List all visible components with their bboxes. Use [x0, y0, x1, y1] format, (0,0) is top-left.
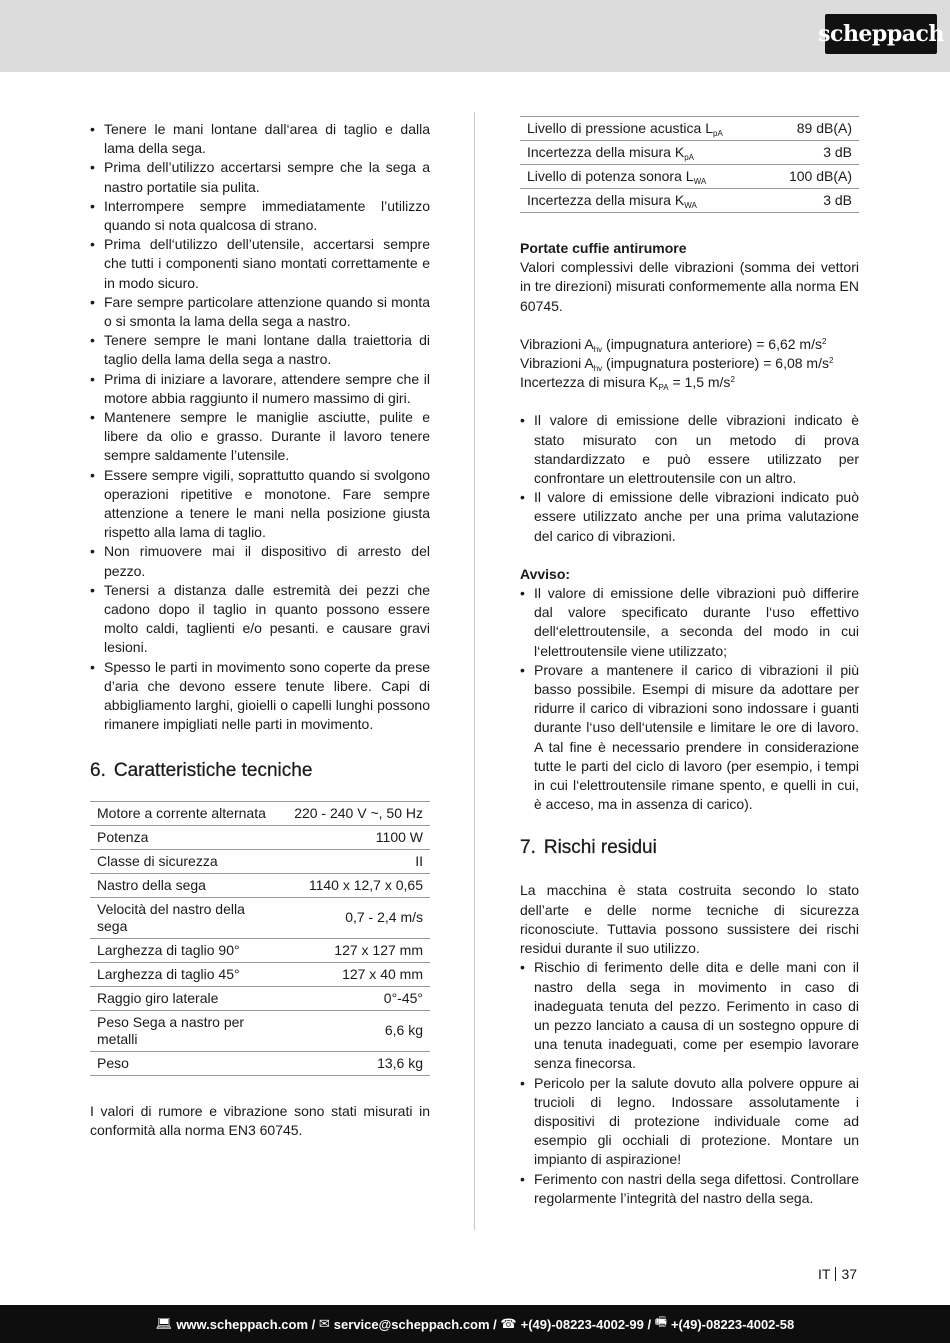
vibration-bullet-list	[520, 411, 859, 545]
vibration-values	[520, 335, 859, 393]
mail-icon: ✉︎	[318, 1316, 330, 1331]
page-number-divider	[835, 1267, 836, 1281]
table-row	[520, 189, 859, 213]
tech-specs-table	[90, 801, 430, 1076]
spec-label: Larghezza di taglio 45°	[90, 962, 274, 986]
noise-value: 3 dB	[768, 141, 859, 165]
section-number: 7.	[520, 837, 536, 859]
list-item: • Prima dell’utilizzo accertarsi sempre che la sega a nastro portatile sia pulita.	[90, 158, 430, 196]
list-item: • Spesso le parti in movimento sono coperte da prese d’aria che devono essere tenute libere. Capi di abbigliamento larghi, gioielli o capelli lunghi possono rimanere impigliati nelle parti in movimento.	[90, 658, 430, 735]
noise-label	[520, 141, 768, 165]
table-row	[90, 986, 430, 1010]
residual-risks-list	[520, 958, 859, 1208]
noise-label-text: Incertezza della misura K	[527, 192, 685, 208]
spec-value: 1100 W	[274, 825, 430, 849]
spec-label: Peso	[90, 1051, 274, 1075]
vibration-line-sup: 2	[828, 356, 834, 366]
list-item: • Ferimento con nastri della sega difettosi. Controllare regolarmente l’integrità del nastro della sega.	[520, 1170, 859, 1208]
noise-label-text: Incertezza della misura K	[527, 144, 685, 160]
phone-icon: ☎︎	[500, 1316, 517, 1331]
noise-label-text: Livello di potenza sonora L	[527, 168, 694, 184]
spec-value: II	[274, 849, 430, 873]
spec-value: 127 x 127 mm	[274, 938, 430, 962]
spec-value: 6,6 kg	[274, 1010, 430, 1051]
fax-icon: 🖷︎	[654, 1314, 667, 1329]
table-row	[520, 141, 859, 165]
noise-values-table	[520, 116, 859, 213]
spec-value: 0,7 - 2,4 m/s	[274, 897, 430, 938]
vibration-line	[520, 354, 859, 373]
spec-label: Peso Sega a nastro per metalli	[90, 1010, 274, 1051]
table-row	[90, 1051, 430, 1075]
list-item: • Provare a mantenere il carico di vibrazioni il più basso possibile. Esempi di misure da adottare per ridurre il carico di vibrazioni sono indossare i guanti durante l‘uso dell‘utensile e limitare le ore di lavoro. A tal fine è necessario prendere in considerazione tutte le parti del ciclo di lavoro (per esempio, i tempi in cui l‘elettroutensile rimane spento, e quelli in cui, è acceso, ma in assenza di carico).	[520, 661, 859, 815]
list-item: • Il valore di emissione delle vibrazioni indicato è stato misurato con un metodo di prova standardizzato e può essere utilizzato per confrontare un elettroutensile con un altro.	[520, 411, 859, 488]
warning-bullet-list	[520, 584, 859, 814]
list-item: • Prima di iniziare a lavorare, attendere sempre che il motore abbia raggiunto il numero massimo di giri.	[90, 370, 430, 408]
footer-phone: +(49)-08223-4002-99 /	[520, 1316, 652, 1332]
table-row	[90, 1010, 430, 1051]
spec-label: Motore a corrente alternata	[90, 801, 274, 825]
spec-label: Larghezza di taglio 90°	[90, 938, 274, 962]
noise-label	[520, 117, 768, 141]
scheppach-logo: scheppach	[825, 14, 937, 54]
spec-label: Velocità del nastro della sega	[90, 897, 274, 938]
table-row	[90, 962, 430, 986]
footer-bar	[0, 1305, 950, 1343]
footer-website: www.scheppach.com /	[176, 1316, 316, 1332]
vibration-line-pre: Vibrazioni A	[520, 335, 594, 352]
list-item: • Tenersi a distanza dalle estremità dei pezzi che cadono dopo il taglio in quanto possono essere molto caldi, taglienti e/o pesanti. e causare gravi lesioni.	[90, 581, 430, 658]
noise-label-sub: WA	[693, 177, 707, 186]
page-number-value: 37	[841, 1266, 858, 1282]
spec-value: 127 x 40 mm	[274, 962, 430, 986]
computer-icon: 💻︎	[155, 1316, 173, 1331]
list-item: • Essere sempre vigili, soprattutto quando si svolgono operazioni ripetitive e monotone. Fare sempre attenzione a tenere le mani nella posizione giusta rispetto alla lama di taglio.	[90, 466, 430, 543]
section-title: Caratteristiche tecniche	[113, 759, 313, 781]
table-row	[520, 165, 859, 189]
vibration-line-sub: PA	[658, 383, 669, 393]
table-row	[90, 897, 430, 938]
spec-label: Raggio giro laterale	[90, 986, 274, 1010]
table-row	[520, 117, 859, 141]
list-item: • Pericolo per la salute dovuto alla polvere oppure ai trucioli di legno. Indossare assolutamente i dispositivi di protezione individuale come ad esempio gli occhiali di protezione. Montare un impianto di aspirazione!	[520, 1074, 859, 1170]
spec-value: 220 - 240 V ~, 50 Hz	[274, 801, 430, 825]
section-number: 6.	[90, 759, 106, 781]
noise-label-sub: pA	[713, 129, 723, 138]
noise-label-sub: WA	[684, 201, 697, 210]
spec-value: 13,6 kg	[274, 1051, 430, 1075]
noise-value: 100 dB(A)	[768, 165, 859, 189]
ear-protection-heading: Portate cuffie antirumore	[520, 240, 687, 256]
table-row	[90, 825, 430, 849]
vibration-line-pre: Vibrazioni A	[520, 355, 594, 372]
noise-label-text: Livello di pressione acustica L	[527, 120, 713, 136]
noise-label-sub: pA	[684, 153, 694, 162]
warning-heading: Avviso:	[520, 565, 571, 582]
vibration-line-post: (impugnatura anteriore) = 6,62 m/s	[602, 335, 822, 352]
section-6-heading	[90, 759, 430, 783]
spec-value: 1140 x 12,7 x 0,65	[274, 873, 430, 897]
noise-value: 3 dB	[768, 189, 859, 213]
page-language: IT	[818, 1266, 831, 1282]
safety-bullet-list	[90, 120, 430, 735]
footer-fax: +(49)-08223-4002-58	[670, 1316, 795, 1332]
vibration-line-sub: hv	[593, 344, 603, 354]
vibration-line-pre: Incertezza di misura K	[520, 374, 659, 391]
noise-value: 89 dB(A)	[768, 117, 859, 141]
noise-label	[520, 189, 768, 213]
table-row	[90, 873, 430, 897]
vibration-line-post: (impugnatura posteriore) = 6,08 m/s	[602, 355, 829, 372]
vibration-intro: Valori complessivi delle vibrazioni (somma dei vettori in tre direzioni) misurati conformemente alla norma EN 60745.	[520, 259, 859, 314]
spec-value: 0°-45°	[274, 986, 430, 1010]
residual-risks-intro: La macchina è stata costruita secondo lo stato dell’arte e delle norme tecniche di sicurezza riconosciute. Tuttavia possono sussistere dei rischi residui durante il suo utilizzo.	[520, 882, 859, 957]
vibration-line	[520, 373, 859, 392]
column-divider	[474, 112, 475, 1230]
list-item: • Tenere sempre le mani lontane dalla traiettoria di taglio della lama della sega a nastro.	[90, 331, 430, 369]
list-item: • Rischio di ferimento delle dita e delle mani con il nastro della sega in movimento in caso di inadeguata tenuta del pezzo. Ferimento in caso di un pezzo lanciato a causa di un sostegno oppure di una tenuta inadeguati, come per esempio lavorare senza finecorsa.	[520, 958, 859, 1073]
list-item: • Interrompere sempre immediatamente l’utilizzo quando si nota qualcosa di strano.	[90, 197, 430, 235]
vibration-line-sub: hv	[593, 364, 603, 374]
page-number	[818, 1265, 857, 1283]
right-column	[520, 116, 859, 1208]
vibration-line-post: = 1,5 m/s	[668, 374, 731, 391]
table-row	[90, 938, 430, 962]
spec-label: Nastro della sega	[90, 873, 274, 897]
header-band	[0, 0, 950, 72]
list-item: • Il valore di emissione delle vibrazioni può differire dal valore specificato durante l‘uso effettivo dell‘elettroutensile, a seconda del modo in cui l‘elettroutensile viene utilizzato;	[520, 584, 859, 661]
list-item: • Non rimuovere mai il dispositivo di arresto del pezzo.	[90, 542, 430, 580]
section-7-heading	[520, 836, 859, 860]
section-title: Rischi residui	[543, 837, 657, 859]
table-row	[90, 849, 430, 873]
list-item: • Mantenere sempre le maniglie asciutte, pulite e libere da olio e grasso. Durante il lavoro tenere sempre saldamente l’utensile.	[90, 408, 430, 466]
spec-label: Classe di sicurezza	[90, 849, 274, 873]
left-column	[90, 120, 430, 1140]
noise-measurement-note: I valori di rumore e vibrazione sono stati misurati in conformità alla norma EN3 60745.	[90, 1102, 430, 1138]
list-item: • Tenere le mani lontane dall‘area di taglio e dalla lama della sega.	[90, 120, 430, 158]
footer-email: service@scheppach.com /	[333, 1316, 497, 1332]
spec-label: Potenza	[90, 825, 274, 849]
list-item: • Fare sempre particolare attenzione quando si monta o si smonta la lama della sega a nastro.	[90, 293, 430, 331]
vibration-line-sup: 2	[730, 375, 735, 385]
list-item: • Il valore di emissione delle vibrazioni indicato può essere utilizzato anche per una prima valutazione del carico di vibrazioni.	[520, 488, 859, 546]
list-item: • Prima dell‘utilizzo dell’utensile, accertarsi sempre che tutti i componenti siano montati correttamente e in modo sicuro.	[90, 235, 430, 293]
vibration-line	[520, 335, 859, 354]
noise-label	[520, 165, 768, 189]
table-row	[90, 801, 430, 825]
vibration-line-sup: 2	[821, 336, 827, 346]
